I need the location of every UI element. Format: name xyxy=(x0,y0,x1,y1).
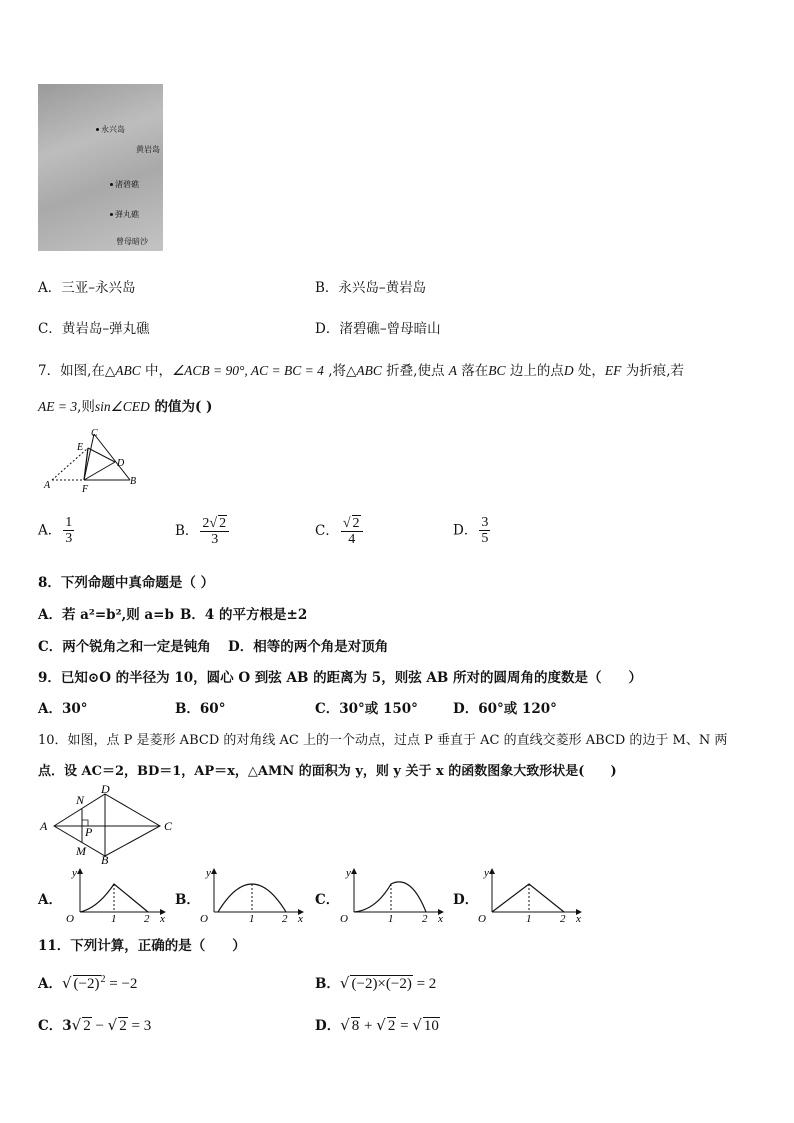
q11-option-b: B．√ (−2)×(−2) = 2 xyxy=(315,974,437,992)
q8-option-a: A．若 a²=b²,则 a=b xyxy=(38,607,174,623)
q7-option-b: B． $\frac{2√ 2}{3}$ xyxy=(175,515,231,548)
svg-text:2: 2 xyxy=(144,913,150,925)
svg-text:2: 2 xyxy=(560,913,566,925)
q7-option-d: D． $\frac{3}{5}$ xyxy=(453,515,489,547)
q8-option-b: B．4 的平方根是±2 xyxy=(180,607,308,623)
q10-label-n: N xyxy=(76,793,85,807)
q10-option-a-label: A． xyxy=(38,892,62,908)
q11-option-c: C．3√ 2 − √ 2 = 3 xyxy=(38,1016,152,1034)
q10-label-a: A xyxy=(40,819,48,833)
q10-option-c-label: C． xyxy=(315,892,340,908)
q9-option-c: C．30°或 150° xyxy=(315,701,418,717)
q8-option-c: C．两个锐角之和一定是钝角 xyxy=(38,639,211,655)
q9-option-b: B．60° xyxy=(175,701,226,717)
q6-option-a: A．三亚–永兴岛 xyxy=(38,280,136,296)
svg-text:x: x xyxy=(298,913,303,925)
q11-stem: 11．下列计算，正确的是（ ） xyxy=(38,938,246,954)
q7-label-a: A xyxy=(44,480,51,491)
svg-text:y: y xyxy=(346,867,351,879)
q11-option-d: D．√ 8 + √ 2 = √ 10 xyxy=(315,1016,439,1034)
svg-text:x: x xyxy=(576,913,581,925)
q9-option-d: D．60°或 120° xyxy=(453,701,557,717)
q6-option-c: C．黄岩岛–弹丸礁 xyxy=(38,321,150,337)
map-label-huangyan: 黄岩岛 xyxy=(136,145,160,154)
svg-text:x: x xyxy=(438,913,443,925)
q6-option-b: B．永兴岛–黄岩岛 xyxy=(315,280,427,296)
q10-option-b-label: B． xyxy=(175,892,200,908)
q7-stem-line2: AE = 3,则sin∠CED 的值为( ) xyxy=(38,399,213,415)
svg-text:1: 1 xyxy=(111,913,117,925)
south-china-sea-map xyxy=(38,84,163,251)
q6-option-d: D．渚碧礁–曾母暗山 xyxy=(315,321,441,337)
q7-label-e: E xyxy=(77,442,84,453)
map-label-yongxing: 永兴岛 xyxy=(96,124,125,135)
q7-label-d: D xyxy=(117,458,125,469)
svg-text:O: O xyxy=(66,913,74,925)
q7-label-c: C xyxy=(91,428,98,439)
q9-stem: 9．已知⊙O 的半径为 10，圆心 O 到弦 AB 的距离为 5，则弦 AB 所对的圆周角的度数是（ ） xyxy=(38,670,642,686)
q8-stem: 8．下列命题中真命题是（ ） xyxy=(38,575,215,591)
map-label-danwan: 弹丸礁 xyxy=(110,209,139,220)
svg-text:2: 2 xyxy=(422,913,428,925)
q10-graph-c xyxy=(336,864,452,926)
q9-option-a: A．30° xyxy=(38,701,88,717)
q10-label-d: D xyxy=(101,782,110,796)
q7-triangle-figure xyxy=(38,428,148,498)
svg-text:1: 1 xyxy=(388,913,394,925)
q7-option-a: A． $\frac{1}{3}$ xyxy=(38,515,73,547)
q11-option-a: A．√ $(-2)^2 = -2$ xyxy=(38,974,138,992)
svg-text:x: x xyxy=(160,913,165,925)
q7-label-b: B xyxy=(130,476,137,487)
svg-text:1: 1 xyxy=(526,913,532,925)
q10-graph-d xyxy=(474,864,590,926)
q10-label-b: B xyxy=(101,853,109,864)
q10-label-m: M xyxy=(76,844,86,858)
q10-stem-line2: 点．设 AC＝2，BD＝1，AP＝x，△AMN 的面积为 y，则 y 关于 x 的函数图象大致形状是( ) xyxy=(38,764,617,779)
q7-label-f: F xyxy=(82,484,89,495)
map-label-zengmu: 曾母暗沙 xyxy=(116,237,148,246)
svg-text:y: y xyxy=(206,867,211,879)
map-label-zhubi: 渚碧礁 xyxy=(110,179,139,190)
q10-stem-line1: 10．如图，点 P 是菱形 ABCD 的对角线 AC 上的一个动点，过点 P 垂直于 AC 的直线交菱形 ABCD 的边于 M、N 两 xyxy=(38,733,728,748)
q8-option-d: D．相等的两个角是对顶角 xyxy=(228,639,389,655)
svg-text:y: y xyxy=(484,867,489,879)
q10-rhombus-figure xyxy=(38,782,183,864)
q10-label-c: C xyxy=(164,819,173,833)
svg-text:2: 2 xyxy=(282,913,288,925)
q10-option-d-label: D． xyxy=(453,892,479,908)
svg-text:O: O xyxy=(478,913,486,925)
q10-label-p: P xyxy=(85,825,93,839)
svg-text:1: 1 xyxy=(249,913,255,925)
q10-graph-b xyxy=(196,864,312,926)
svg-text:O: O xyxy=(340,913,348,925)
svg-text:y: y xyxy=(72,867,77,879)
svg-text:O: O xyxy=(200,913,208,925)
q7-stem-line1: 7．如图,在△ABC 中，∠ACB = 90°, AC = BC = 4 ,将△ABC 折叠,使点 A 落在BC 边上的点D 处，EF 为折痕,若 xyxy=(38,363,684,379)
q7-option-c: C． $\frac{√ 2}{4}$ xyxy=(315,515,365,548)
q10-graph-a xyxy=(62,864,172,926)
